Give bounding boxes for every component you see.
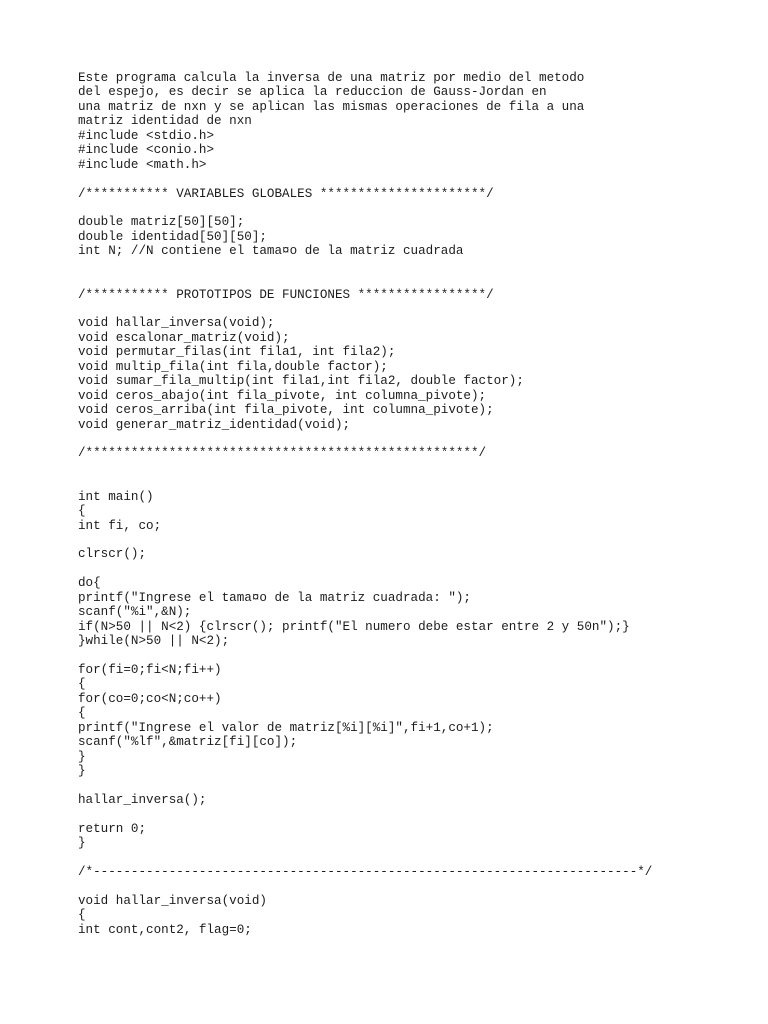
code-line: void ceros_abajo(int fila_pivote, int columna_pivote); <box>78 388 487 403</box>
code-line: do{ <box>78 576 101 591</box>
code-line: double identidad[50][50]; <box>78 229 267 244</box>
blank-line <box>78 533 758 547</box>
blank-line <box>78 851 758 865</box>
code-line: hallar_inversa(); <box>78 792 207 807</box>
code-line: #include <stdio.h> <box>78 128 215 143</box>
blank-line <box>78 259 758 273</box>
code-line: del espejo, es decir se aplica la reduccion de Gauss-Jordan en <box>78 85 547 100</box>
code-line: for(co=0;co<N;co++) <box>78 691 222 706</box>
blank-line <box>78 432 758 446</box>
code-line: #include <math.h> <box>78 157 207 172</box>
code-line: { <box>78 504 86 519</box>
code-line: return 0; <box>78 821 147 836</box>
code-line: for(fi=0;fi<N;fi++) <box>78 662 222 677</box>
blank-line <box>78 880 758 894</box>
code-line: { <box>78 677 86 692</box>
code-line: scanf("%lf",&matriz[fi][co]); <box>78 735 298 750</box>
code-line: #include <conio.h> <box>78 143 215 158</box>
code-line: clrscr(); <box>78 547 147 562</box>
code-line: int main() <box>78 489 154 504</box>
code-line: scanf("%i",&N); <box>78 605 192 620</box>
code-line: }while(N>50 || N<2); <box>78 634 230 649</box>
code-line: Este programa calcula la inversa de una matriz por medio del metodo <box>78 71 585 85</box>
blank-line <box>78 172 758 186</box>
code-line: int fi, co; <box>78 518 162 533</box>
code-line: void ceros_arriba(int fila_pivote, int columna_pivote); <box>78 403 494 418</box>
code-line: /*------------------------------------------------------------------------*/ <box>78 865 653 880</box>
code-line: void permutar_filas(int fila1, int fila2); <box>78 345 396 360</box>
code-line: void generar_matriz_identidad(void); <box>78 417 351 432</box>
code-line: printf("Ingrese el valor de matriz[%i][%i]",fi+1,co+1); <box>78 720 494 735</box>
code-line: { <box>78 706 86 721</box>
blank-line <box>78 807 758 821</box>
blank-line <box>78 649 758 663</box>
code-line: void escalonar_matriz(void); <box>78 330 290 345</box>
code-line: void hallar_inversa(void); <box>78 316 275 331</box>
code-line: int N; //N contiene el tama¤o de la matriz cuadrada <box>78 244 464 259</box>
code-line: /****************************************************/ <box>78 446 487 461</box>
code-line: void hallar_inversa(void) <box>78 893 267 908</box>
blank-line <box>78 475 758 489</box>
source-code-listing <box>78 71 758 937</box>
code-line: printf("Ingrese el tama¤o de la matriz cuadrada: "); <box>78 590 471 605</box>
blank-line <box>78 461 758 475</box>
blank-line <box>78 562 758 576</box>
code-line: double matriz[50][50]; <box>78 215 245 230</box>
blank-line <box>78 273 758 287</box>
code-line: if(N>50 || N<2) {clrscr(); printf("El numero debe estar entre 2 y 50n");} <box>78 619 630 634</box>
code-line: void multip_fila(int fila,double factor); <box>78 359 388 374</box>
code-line: int cont,cont2, flag=0; <box>78 922 252 937</box>
blank-line <box>78 201 758 215</box>
code-line: matriz identidad de nxn <box>78 114 252 129</box>
code-line: { <box>78 908 86 923</box>
code-line: } <box>78 749 86 764</box>
code-line: /*********** VARIABLES GLOBALES **********************/ <box>78 186 494 201</box>
blank-line <box>78 778 758 792</box>
code-line: una matriz de nxn y se aplican las mismas operaciones de fila a una <box>78 99 585 114</box>
code-line: /*********** PROTOTIPOS DE FUNCIONES *****************/ <box>78 287 494 302</box>
code-line: } <box>78 836 86 851</box>
code-line: } <box>78 764 86 778</box>
blank-line <box>78 302 758 316</box>
code-line: void sumar_fila_multip(int fila1,int fila2, double factor); <box>78 374 524 389</box>
